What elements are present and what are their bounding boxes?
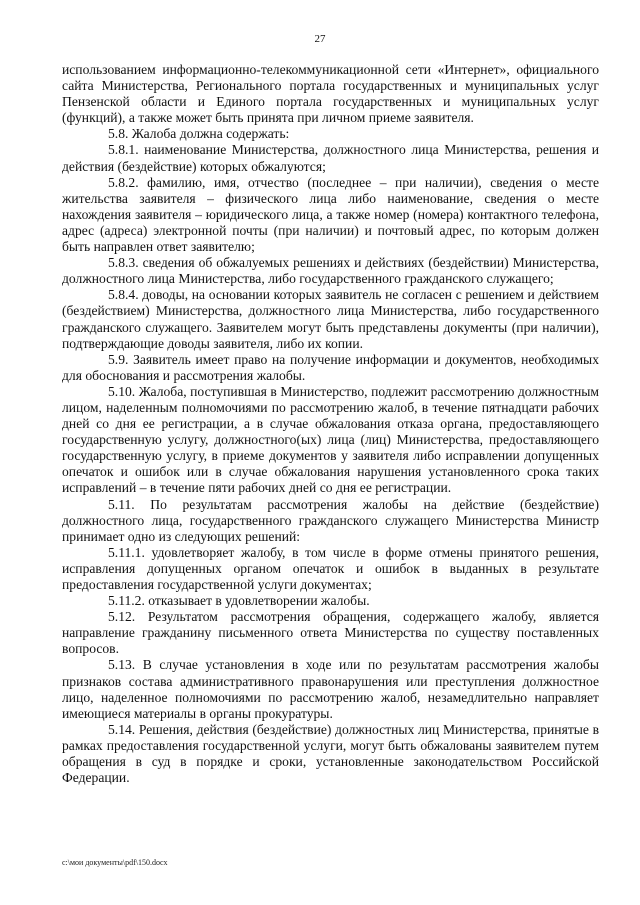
paragraph-5-9: 5.9. Заявитель имеет право на получение информации и документов, необходимых для обоснования и рассмотрения жалобы. xyxy=(62,351,599,383)
document-body xyxy=(62,62,599,786)
paragraph-5-11: 5.11. По результатам рассмотрения жалобы на действие (бездействие) должностного лица, государственного гражданского служащего Министерства Министр принимает одно из следующих решений: xyxy=(62,496,599,544)
paragraph-5-11-1: 5.11.1. удовлетворяет жалобу, в том числе в форме отмены принятого решения, исправления допущенных органом опечаток и ошибок в выданных в результате предоставления государственной услуги документах; xyxy=(62,544,599,592)
paragraph-5-10: 5.10. Жалоба, поступившая в Министерство, подлежит рассмотрению должностным лицом, наделенным полномочиями по рассмотрению жалоб, в течение пятнадцати рабочих дней со дня ее регистрации, а в случае обжалования отказа органа, предоставляющего государственную услугу, должностного(ых) лица (лиц) Министерства, предоставляющего государственную услугу, в приеме документов у заявителя либо исправлении допущенных опечаток и ошибок или в случае обжалования нарушения установленного срока таких исправлений – в течение пяти рабочих дней со дня ее регистрации. xyxy=(62,383,599,496)
paragraph-5-8: 5.8. Жалоба должна содержать: xyxy=(108,126,290,142)
paragraph-5-8-1: 5.8.1. наименование Министерства, должностного лица Министерства, решения и действия (бездействие) которых обжалуются; xyxy=(62,142,599,174)
page-number: 27 xyxy=(314,33,326,45)
paragraph-5-8-3: 5.8.3. сведения об обжалуемых решениях и действиях (бездействии) Министерства, должностного лица Министерства, либо государственного гражданского служащего; xyxy=(62,255,599,287)
paragraph-5-13: 5.13. В случае установления в ходе или по результатам рассмотрения жалобы признаков состава административного правонарушения или преступления должностное лицо, наделенное полномочиями по рассмотрению жалоб, незамедлительно направляет имеющиеся материалы в органы прокуратуры. xyxy=(62,657,599,721)
paragraph-5-14: 5.14. Решения, действия (бездействие) должностных лиц Министерства, принятые в рамках предоставления государственной услуги, могут быть обжалованы заявителем путем обращения в суд в порядке и сроки, установленные законодательством Российской Федерации. xyxy=(62,721,599,786)
footer-file-path: c:\мои документы\pdf\150.docx xyxy=(62,858,168,867)
paragraph-continuation: использованием информационно-телекоммуникационной сети «Интернет», официального сайта Министерства, Регионального портала государственных и муниципальных услуг Пензенской области и Единого портала государственных и муниципальных услуг (функций), а также может быть принята при личном приеме заявителя. xyxy=(62,62,599,126)
paragraph-5-8-2: 5.8.2. фамилию, имя, отчество (последнее – при наличии), сведения о месте жительства заявителя – физического лица либо наименование, сведения о месте нахождения заявителя – юридического лица, а также номер (номера) контактного телефона, адрес (адреса) электронной почты (при наличии) и почтовый адрес, по которым должен быть направлен ответ заявителю; xyxy=(62,174,599,255)
paragraph-5-11-2: 5.11.2. отказывает в удовлетворении жалобы. xyxy=(108,593,370,609)
paragraph-5-12: 5.12. Результатом рассмотрения обращения, содержащего жалобу, является направление гражданину письменного ответа Министерства по существу поставленных вопросов. xyxy=(62,609,599,657)
paragraph-5-8-4: 5.8.4. доводы, на основании которых заявитель не согласен с решением и действием (бездействием) Министерства, должностного лица Министерства, либо государственного гражданского служащего. Заявителем могут быть представлены документы (при наличии), подтверждающие доводы заявителя, либо их копии. xyxy=(62,287,599,351)
